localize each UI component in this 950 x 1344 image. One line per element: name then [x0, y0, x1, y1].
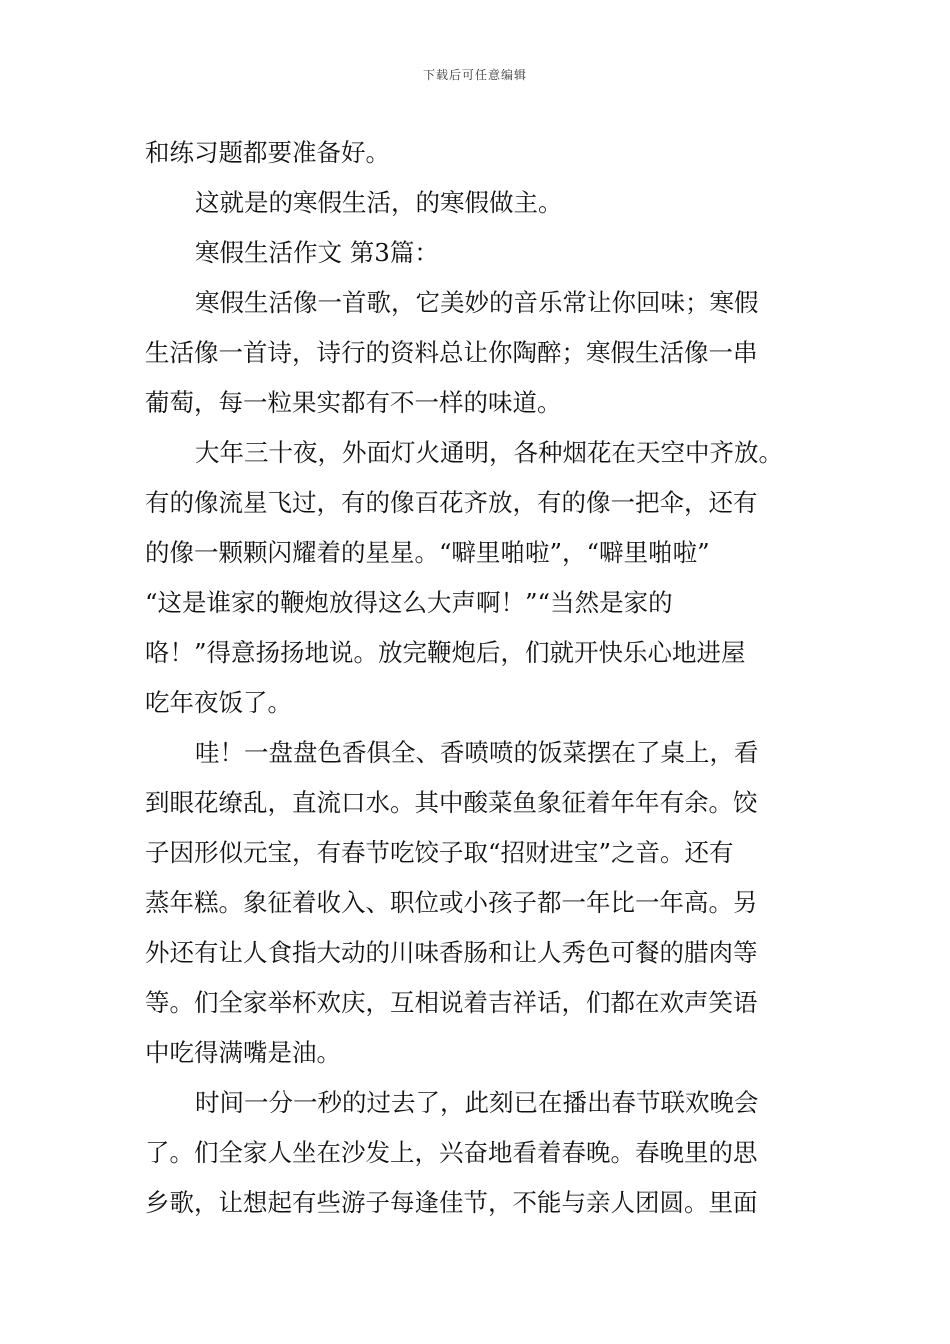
page-header: 下载后可任意编辑	[422, 68, 527, 82]
text-line: 等。们全家举杯欢庆，互相说着吉祥话，们都在欢声笑语	[145, 988, 758, 1017]
text-line: 时间一分一秒的过去了，此刻已在播出春节联欢晚会	[195, 1088, 759, 1117]
text-line: 乡歌，让想起有些游子每逢佳节，不能与亲人团圆。里面	[145, 1188, 758, 1217]
text-line: 蒸年糕。象征着收入、职位或小孩子都一年比一年高。另	[145, 888, 758, 917]
text-line: 外还有让人食指大动的川味香肠和让人秀色可餐的腊肉等	[145, 938, 758, 967]
text-line: 和练习题都要准备好。	[145, 138, 390, 167]
text-line: 大年三十夜，外面灯火通明，各种烟花在天空中齐放。	[195, 438, 783, 467]
text-line: 生活像一首诗，诗行的资料总让你陶醉；寒假生活像一串	[145, 338, 758, 367]
text-line: 了。们全家人坐在沙发上，兴奋地看着春晚。春晚里的思	[145, 1138, 758, 1167]
section-heading: 寒假生活作文 第3篇：	[195, 238, 439, 267]
text-line: 咯！”得意扬扬地说。放完鞭炮后，们就开快乐心地进屋	[145, 638, 746, 667]
text-line: 寒假生活像一首歌，它美妙的音乐常让你回味；寒假	[195, 288, 759, 317]
document-body	[145, 128, 810, 1228]
text-line: 有的像流星飞过，有的像百花齐放，有的像一把伞，还有	[145, 488, 758, 517]
text-line: 到眼花缭乱，直流口水。其中酸菜鱼象征着年年有余。饺	[145, 788, 758, 817]
text-line: 子因形似元宝，有春节吃饺子取“招财进宝”之音。还有	[145, 838, 734, 867]
text-line: 的像一颗颗闪耀着的星星。“噼里啪啦”，“噼里啪啦”	[145, 538, 710, 567]
text-line: “这是谁家的鞭炮放得这么大声啊！”“当然是家的	[145, 588, 673, 617]
text-line: 葡萄，每一粒果实都有不一样的味道。	[145, 388, 562, 417]
text-line: 吃年夜饭了。	[145, 688, 292, 717]
text-line: 哇！一盘盘色香俱全、香喷喷的饭菜摆在了桌上，看	[195, 738, 759, 767]
text-line: 中吃得满嘴是油。	[145, 1038, 341, 1067]
text-line: 这就是的寒假生活，的寒假做主。	[195, 188, 563, 217]
